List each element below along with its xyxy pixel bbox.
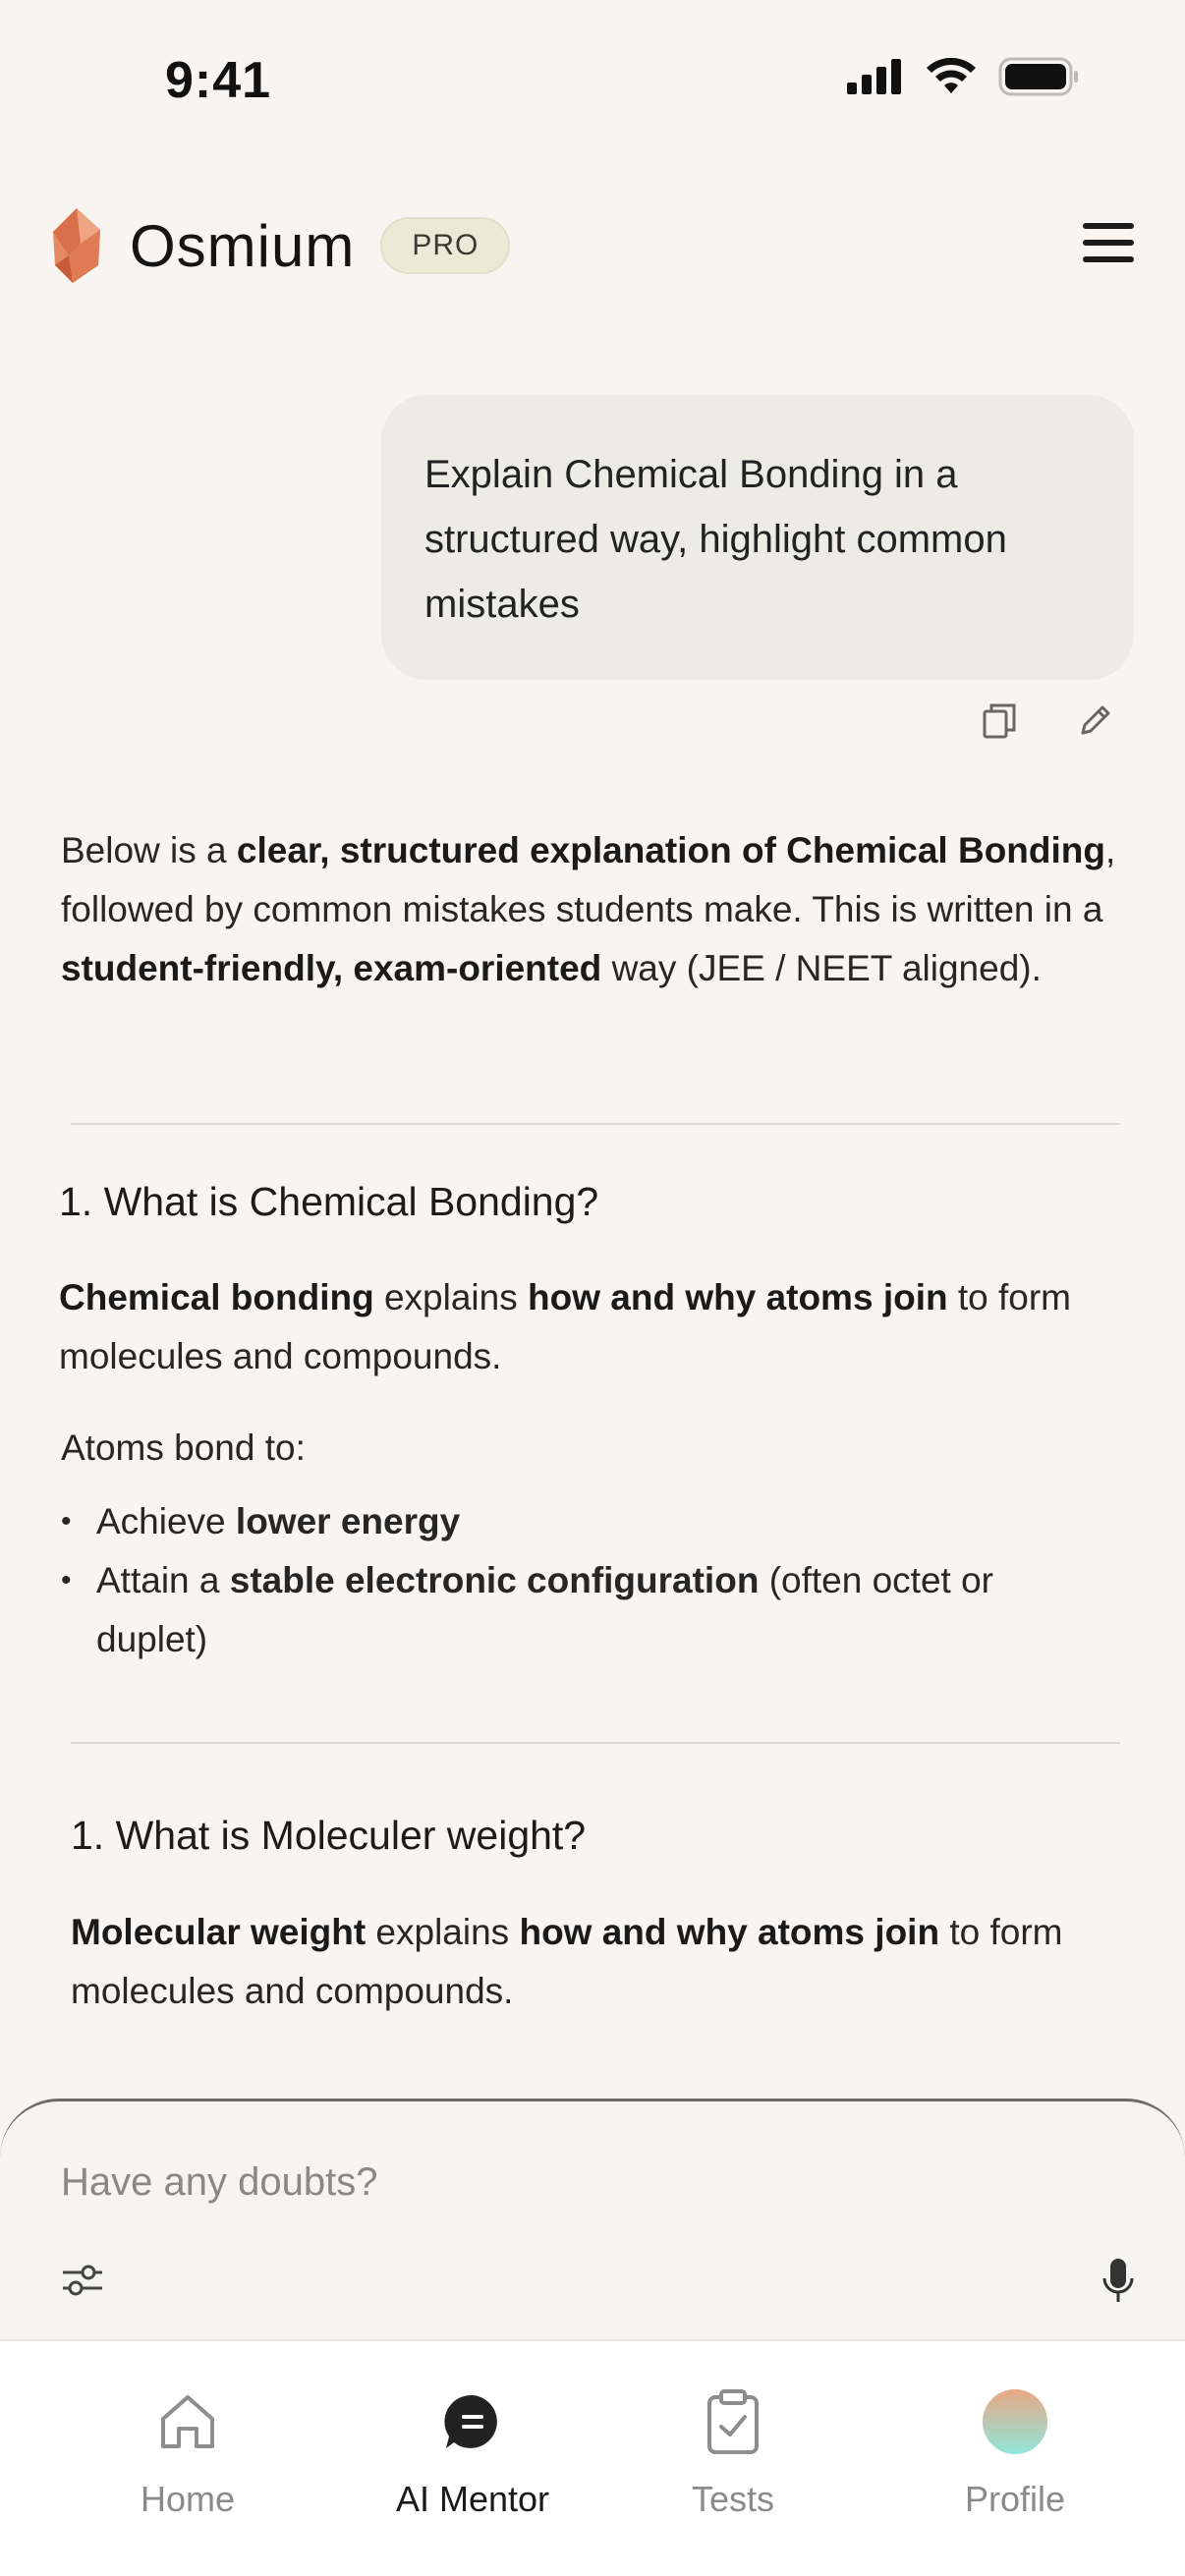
osmium-logo-icon (51, 208, 102, 283)
bold-text: student-friendly, exam-oriented (61, 948, 602, 988)
section-paragraph (71, 1903, 1122, 2021)
text-run: explains (373, 1277, 528, 1317)
section-heading: 1. What is Moleculer weight? (71, 1813, 587, 1858)
sliders-icon (61, 2261, 104, 2300)
list-item (61, 1551, 1102, 1669)
bold-text: Molecular weight (71, 1912, 367, 1952)
bold-text: stable electronic configuration (229, 1560, 760, 1600)
text-run: to form molecules and compounds. (59, 1277, 1071, 1376)
signal-icon (847, 59, 904, 94)
avatar (983, 2389, 1047, 2454)
bullet-list (61, 1492, 1102, 1669)
copy-icon (979, 700, 1020, 741)
wifi-icon (926, 58, 977, 95)
section-lead: Atoms bond to: (61, 1428, 306, 1468)
text-run: Attain a (96, 1560, 230, 1600)
nav-label: Home (140, 2479, 236, 2519)
nav-ai-mentor[interactable] (355, 2380, 591, 2520)
status-icons (847, 57, 1079, 96)
list-item (61, 1492, 1102, 1551)
text-run: explains (366, 1912, 520, 1952)
message-actions (979, 700, 1116, 741)
battery-icon (998, 57, 1079, 96)
status-time: 9:41 (165, 52, 272, 109)
pencil-icon (1075, 700, 1116, 741)
nav-profile[interactable] (897, 2380, 1133, 2520)
text-run: Achieve (96, 1501, 236, 1541)
bold-text: how and why atoms join (528, 1277, 948, 1317)
chat-icon (442, 2391, 503, 2452)
text-run: Below is a (61, 830, 237, 870)
text-run: , followed by common mistakes students make. This is written in a (61, 830, 1116, 929)
app-header (51, 201, 1134, 290)
pro-badge: PRO (380, 217, 510, 274)
settings-button[interactable] (61, 2261, 104, 2300)
menu-button[interactable] (1083, 223, 1134, 266)
microphone-icon (1099, 2257, 1138, 2306)
section-heading: 1. What is Chemical Bonding? (59, 1179, 599, 1224)
nav-label: Profile (964, 2479, 1066, 2519)
chat-input-panel (0, 2099, 1185, 2339)
divider (71, 1742, 1120, 1744)
text-run: way (JEE / NEET aligned). (601, 948, 1042, 988)
section-paragraph (59, 1268, 1120, 1386)
user-message-bubble: Explain Chemical Bonding in a structured way, highlight common mistakes (381, 395, 1134, 680)
bold-text: Chemical bonding (59, 1277, 374, 1317)
divider (71, 1123, 1120, 1125)
mic-button[interactable] (1099, 2257, 1138, 2306)
chat-input[interactable]: Have any doubts? (61, 2160, 378, 2204)
response-intro (61, 821, 1132, 998)
copy-button[interactable] (979, 700, 1020, 741)
bottom-nav (0, 2339, 1185, 2576)
edit-button[interactable] (1075, 700, 1116, 741)
text-run: (often octet or duplet) (96, 1560, 993, 1659)
nav-home[interactable] (70, 2380, 306, 2520)
brand-name: Osmium (130, 212, 356, 279)
nav-label: AI Mentor (395, 2479, 550, 2519)
hamburger-icon (1083, 223, 1134, 229)
bold-text: clear, structured explanation of Chemical Bonding (236, 830, 1105, 870)
nav-tests[interactable] (615, 2380, 851, 2520)
home-icon (157, 2391, 218, 2452)
nav-label: Tests (691, 2479, 775, 2519)
text-run: to form molecules and compounds. (71, 1912, 1063, 2011)
bold-text: lower energy (235, 1501, 461, 1541)
clipboard-check-icon (705, 2389, 761, 2454)
bold-text: how and why atoms join (519, 1912, 940, 1952)
